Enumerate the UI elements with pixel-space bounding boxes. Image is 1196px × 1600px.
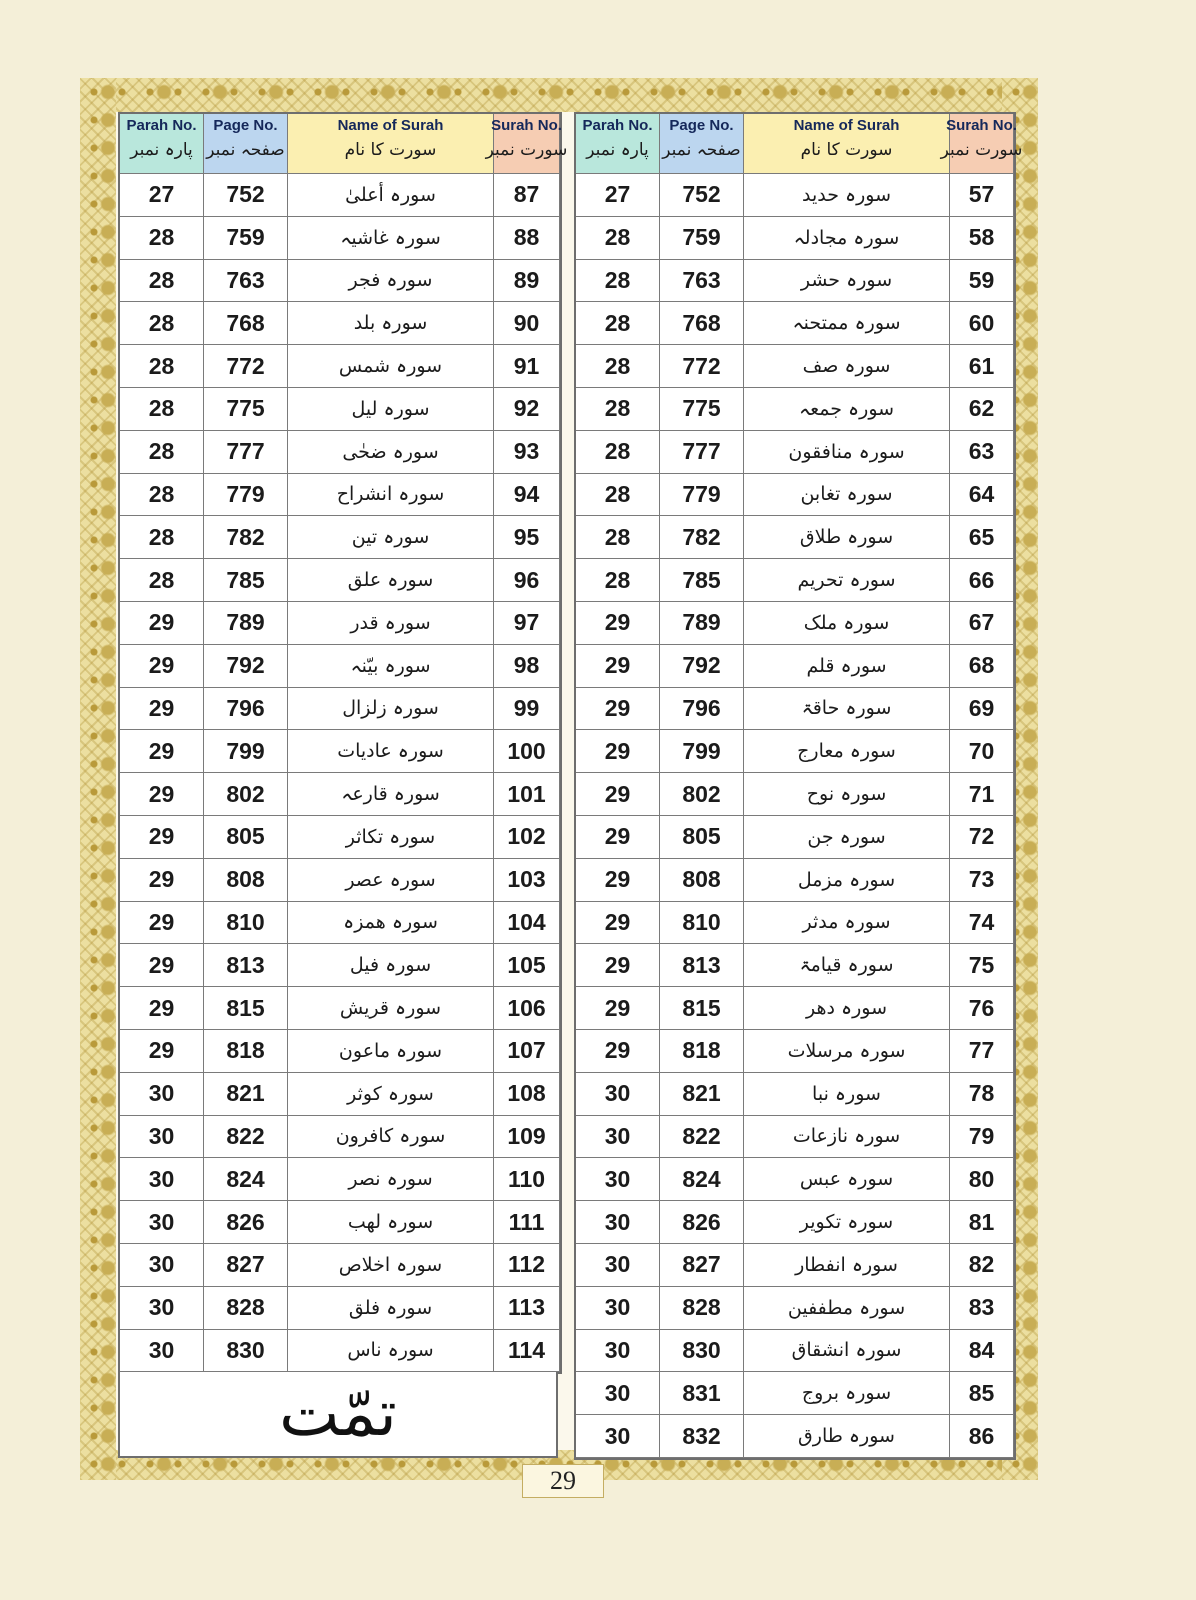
header-name-en: Name of Surah (793, 117, 900, 134)
header-surah-name (288, 114, 494, 174)
page-no-cell: 763 (204, 260, 288, 303)
page-no-cell: 808 (204, 859, 288, 902)
surah-name-cell: سورہ حاقۃ (744, 688, 950, 731)
surah-name-cell: سورہ نوح (744, 773, 950, 816)
header-surah-en: Surah No. (946, 117, 1017, 134)
page-no-cell: 826 (660, 1201, 744, 1244)
parah-no-cell: 29 (120, 688, 204, 731)
parah-no-cell: 29 (576, 816, 660, 859)
page-no-cell: 815 (204, 987, 288, 1030)
header-page-ur: صفحہ نمبر (662, 140, 741, 160)
page-no-cell: 813 (660, 944, 744, 987)
surah-no-cell: 108 (494, 1073, 560, 1116)
closing-word: تمّت (279, 1377, 397, 1451)
header-parah-ur: پارہ نمبر (586, 140, 649, 160)
surah-no-cell: 105 (494, 944, 560, 987)
parah-no-cell: 28 (576, 559, 660, 602)
page-no-cell: 832 (660, 1415, 744, 1458)
parah-no-cell: 28 (120, 217, 204, 260)
surah-no-cell: 86 (950, 1415, 1014, 1458)
surah-name-cell: سورہ عادیات (288, 730, 494, 773)
surah-name-cell: سورہ بروج (744, 1372, 950, 1415)
parah-no-cell: 27 (576, 174, 660, 217)
page-no-cell: 822 (204, 1116, 288, 1159)
page-no-cell: 821 (660, 1073, 744, 1116)
parah-no-cell: 29 (120, 1030, 204, 1073)
ornamental-border-top (80, 78, 1038, 112)
surah-no-cell: 61 (950, 345, 1014, 388)
page-no-cell: 799 (660, 730, 744, 773)
surah-name-cell: سورہ قدر (288, 602, 494, 645)
surah-no-cell: 113 (494, 1287, 560, 1330)
surah-name-cell: سورہ انشقاق (744, 1330, 950, 1373)
header-surah-ur: سورت نمبر (485, 140, 568, 160)
surah-no-cell: 64 (950, 474, 1014, 517)
page-no-cell: 775 (204, 388, 288, 431)
parah-no-cell: 29 (120, 902, 204, 945)
surah-name-cell: سورہ غاشیہ (288, 217, 494, 260)
page-no-cell: 759 (660, 217, 744, 260)
parah-no-cell: 29 (576, 859, 660, 902)
parah-no-cell: 29 (576, 1030, 660, 1073)
parah-no-cell: 28 (120, 302, 204, 345)
surah-no-cell: 69 (950, 688, 1014, 731)
parah-no-cell: 29 (120, 773, 204, 816)
parah-no-cell: 30 (576, 1330, 660, 1373)
parah-no-cell: 30 (576, 1116, 660, 1159)
surah-name-cell: سورہ جن (744, 816, 950, 859)
parah-no-cell: 29 (120, 944, 204, 987)
surah-no-cell: 90 (494, 302, 560, 345)
surah-no-cell: 89 (494, 260, 560, 303)
surah-no-cell: 68 (950, 645, 1014, 688)
page-no-cell: 830 (204, 1330, 288, 1373)
surah-name-cell: سورہ انشراح (288, 474, 494, 517)
surah-name-cell: سورہ مطففین (744, 1287, 950, 1330)
surah-index-table-left (118, 112, 568, 1374)
surah-name-cell: سورہ عبس (744, 1158, 950, 1201)
parah-no-cell: 28 (120, 474, 204, 517)
surah-name-cell: سورہ دھر (744, 987, 950, 1030)
page-no-cell: 785 (660, 559, 744, 602)
parah-no-cell: 29 (576, 987, 660, 1030)
parah-no-cell: 30 (576, 1244, 660, 1287)
surah-name-cell: سورہ عصر (288, 859, 494, 902)
parah-no-cell: 28 (120, 559, 204, 602)
surah-name-cell: سورہ منافقون (744, 431, 950, 474)
parah-no-cell: 29 (576, 688, 660, 731)
surah-no-cell: 75 (950, 944, 1014, 987)
page-no-cell: 815 (660, 987, 744, 1030)
surah-no-cell: 74 (950, 902, 1014, 945)
page-no-cell: 768 (204, 302, 288, 345)
page-no-cell: 772 (660, 345, 744, 388)
surah-no-cell: 112 (494, 1244, 560, 1287)
page-no-cell: 805 (204, 816, 288, 859)
surah-no-cell: 102 (494, 816, 560, 859)
surah-name-cell: سورہ تحریم (744, 559, 950, 602)
parah-no-cell: 30 (120, 1287, 204, 1330)
page-no-cell: 752 (204, 174, 288, 217)
surah-name-cell: سورہ جمعہ (744, 388, 950, 431)
page-number: 29 (522, 1464, 604, 1498)
surah-name-cell: سورہ طارق (744, 1415, 950, 1458)
surah-name-cell: سورہ تکاثر (288, 816, 494, 859)
header-page-en: Page No. (669, 117, 734, 134)
surah-name-cell: سورہ بیّنہ (288, 645, 494, 688)
surah-name-cell: سورہ کافرون (288, 1116, 494, 1159)
surah-no-cell: 77 (950, 1030, 1014, 1073)
page-no-cell: 796 (204, 688, 288, 731)
page-no-cell: 777 (660, 431, 744, 474)
surah-no-cell: 71 (950, 773, 1014, 816)
parah-no-cell: 28 (120, 516, 204, 559)
parah-no-cell: 28 (120, 260, 204, 303)
parah-no-cell: 30 (120, 1158, 204, 1201)
page-no-cell: 802 (660, 773, 744, 816)
parah-no-cell: 29 (120, 859, 204, 902)
surah-no-cell: 106 (494, 987, 560, 1030)
surah-name-cell: سورہ شمس (288, 345, 494, 388)
surah-name-cell: سورہ نبا (744, 1073, 950, 1116)
surah-name-cell: سورہ فجر (288, 260, 494, 303)
parah-no-cell: 28 (576, 345, 660, 388)
page-no-cell: 772 (204, 345, 288, 388)
surah-no-cell: 100 (494, 730, 560, 773)
surah-name-cell: سورہ قریش (288, 987, 494, 1030)
parah-no-cell: 28 (120, 388, 204, 431)
page-no-cell: 802 (204, 773, 288, 816)
parah-no-cell: 28 (576, 388, 660, 431)
header-page-no (660, 114, 744, 174)
surah-name-cell: سورہ تکویر (744, 1201, 950, 1244)
header-name-en: Name of Surah (337, 117, 444, 134)
header-parah-en: Parah No. (126, 117, 197, 134)
page-no-cell: 810 (660, 902, 744, 945)
parah-no-cell: 30 (576, 1158, 660, 1201)
page-no-cell: 792 (204, 645, 288, 688)
surah-no-cell: 107 (494, 1030, 560, 1073)
surah-name-cell: سورہ ناس (288, 1330, 494, 1373)
surah-no-cell: 109 (494, 1116, 560, 1159)
surah-no-cell: 81 (950, 1201, 1014, 1244)
surah-no-cell: 66 (950, 559, 1014, 602)
parah-no-cell: 27 (120, 174, 204, 217)
page-no-cell: 759 (204, 217, 288, 260)
surah-name-cell: سورہ حدید (744, 174, 950, 217)
parah-no-cell: 30 (576, 1073, 660, 1116)
page-no-cell: 782 (660, 516, 744, 559)
page-no-cell: 826 (204, 1201, 288, 1244)
page-no-cell: 789 (204, 602, 288, 645)
page-no-cell: 818 (204, 1030, 288, 1073)
surah-no-cell: 94 (494, 474, 560, 517)
page-no-cell: 796 (660, 688, 744, 731)
page-no-cell: 830 (660, 1330, 744, 1373)
parah-no-cell: 29 (576, 773, 660, 816)
surah-name-cell: سورہ طلاق (744, 516, 950, 559)
page-no-cell: 768 (660, 302, 744, 345)
page-no-cell: 824 (204, 1158, 288, 1201)
surah-name-cell: سورہ فیل (288, 944, 494, 987)
surah-name-cell: سورہ حشر (744, 260, 950, 303)
surah-no-cell: 87 (494, 174, 560, 217)
header-surah-name (744, 114, 950, 174)
parah-no-cell: 28 (120, 431, 204, 474)
parah-no-cell: 29 (120, 645, 204, 688)
surah-name-cell: سورہ اخلاص (288, 1244, 494, 1287)
parah-no-cell: 30 (576, 1372, 660, 1415)
surah-name-cell: سورہ مدثر (744, 902, 950, 945)
surah-no-cell: 97 (494, 602, 560, 645)
page-no-cell: 831 (660, 1372, 744, 1415)
page-no-cell: 827 (204, 1244, 288, 1287)
page-no-cell: 779 (660, 474, 744, 517)
surah-name-cell: سورہ قارعہ (288, 773, 494, 816)
page-no-cell: 827 (660, 1244, 744, 1287)
surah-no-cell: 85 (950, 1372, 1014, 1415)
surah-no-cell: 99 (494, 688, 560, 731)
header-surah-no (485, 114, 568, 174)
page-no-cell: 779 (204, 474, 288, 517)
surah-no-cell: 57 (950, 174, 1014, 217)
parah-no-cell: 28 (576, 217, 660, 260)
surah-no-cell: 80 (950, 1158, 1014, 1201)
surah-name-cell: سورہ تین (288, 516, 494, 559)
page-no-cell: 822 (660, 1116, 744, 1159)
surah-no-cell: 73 (950, 859, 1014, 902)
surah-no-cell: 92 (494, 388, 560, 431)
surah-no-cell: 110 (494, 1158, 560, 1201)
surah-name-cell: سورہ فلق (288, 1287, 494, 1330)
parah-no-cell: 30 (576, 1287, 660, 1330)
surah-no-cell: 70 (950, 730, 1014, 773)
parah-no-cell: 29 (120, 987, 204, 1030)
parah-no-cell: 30 (120, 1116, 204, 1159)
surah-no-cell: 98 (494, 645, 560, 688)
page-no-cell: 792 (660, 645, 744, 688)
header-parah-en: Parah No. (582, 117, 653, 134)
surah-name-cell: سورہ معارج (744, 730, 950, 773)
ornamental-border-left (80, 78, 116, 1480)
surah-name-cell: سورہ لیل (288, 388, 494, 431)
parah-no-cell: 30 (576, 1201, 660, 1244)
surah-name-cell: سورہ تغابن (744, 474, 950, 517)
surah-name-cell: سورہ بلد (288, 302, 494, 345)
surah-no-cell: 62 (950, 388, 1014, 431)
header-name-ur: سورت کا نام (800, 140, 893, 160)
parah-no-cell: 30 (120, 1073, 204, 1116)
surah-no-cell: 93 (494, 431, 560, 474)
header-page-ur: صفحہ نمبر (206, 140, 285, 160)
closing-calligraphy-box (118, 1372, 558, 1458)
header-parah-no (576, 114, 660, 174)
surah-name-cell: سورہ مزمل (744, 859, 950, 902)
parah-no-cell: 29 (576, 902, 660, 945)
parah-no-cell: 29 (576, 602, 660, 645)
surah-name-cell: سورہ ماعون (288, 1030, 494, 1073)
page-no-cell: 813 (204, 944, 288, 987)
surah-no-cell: 82 (950, 1244, 1014, 1287)
surah-no-cell: 72 (950, 816, 1014, 859)
surah-no-cell: 114 (494, 1330, 560, 1373)
page-no-cell: 808 (660, 859, 744, 902)
page-no-cell: 805 (660, 816, 744, 859)
surah-no-cell: 91 (494, 345, 560, 388)
surah-no-cell: 63 (950, 431, 1014, 474)
parah-no-cell: 28 (576, 516, 660, 559)
page-no-cell: 828 (204, 1287, 288, 1330)
header-surah-no (940, 114, 1023, 174)
page-no-cell: 785 (204, 559, 288, 602)
header-parah-no (120, 114, 204, 174)
surah-name-cell: سورہ قلم (744, 645, 950, 688)
parah-no-cell: 29 (120, 730, 204, 773)
surah-no-cell: 76 (950, 987, 1014, 1030)
parah-no-cell: 30 (576, 1415, 660, 1458)
surah-name-cell: سورہ ھمزہ (288, 902, 494, 945)
parah-no-cell: 29 (576, 730, 660, 773)
header-page-en: Page No. (213, 117, 278, 134)
surah-no-cell: 59 (950, 260, 1014, 303)
page-no-cell: 799 (204, 730, 288, 773)
surah-no-cell: 95 (494, 516, 560, 559)
surah-no-cell: 83 (950, 1287, 1014, 1330)
surah-name-cell: سورہ علق (288, 559, 494, 602)
surah-name-cell: سورہ نصر (288, 1158, 494, 1201)
surah-no-cell: 104 (494, 902, 560, 945)
header-name-ur: سورت کا نام (344, 140, 437, 160)
header-parah-ur: پارہ نمبر (130, 140, 193, 160)
surah-name-cell: سورہ مرسلات (744, 1030, 950, 1073)
surah-no-cell: 79 (950, 1116, 1014, 1159)
surah-no-cell: 65 (950, 516, 1014, 559)
header-surah-en: Surah No. (491, 117, 562, 134)
surah-name-cell: سورہ زلزال (288, 688, 494, 731)
surah-name-cell: سورہ مجادلہ (744, 217, 950, 260)
surah-no-cell: 103 (494, 859, 560, 902)
parah-no-cell: 28 (120, 345, 204, 388)
page-no-cell: 775 (660, 388, 744, 431)
page-no-cell: 818 (660, 1030, 744, 1073)
surah-no-cell: 84 (950, 1330, 1014, 1373)
page-no-cell: 752 (660, 174, 744, 217)
page-no-cell: 763 (660, 260, 744, 303)
surah-no-cell: 60 (950, 302, 1014, 345)
surah-name-cell: سورہ أعلیٰ (288, 174, 494, 217)
parah-no-cell: 30 (120, 1201, 204, 1244)
surah-name-cell: سورہ قیامۃ (744, 944, 950, 987)
parah-no-cell: 29 (576, 944, 660, 987)
surah-name-cell: سورہ نازعات (744, 1116, 950, 1159)
surah-name-cell: سورہ ضحٰی (288, 431, 494, 474)
surah-no-cell: 101 (494, 773, 560, 816)
parah-no-cell: 30 (120, 1330, 204, 1373)
surah-no-cell: 67 (950, 602, 1014, 645)
parah-no-cell: 28 (576, 260, 660, 303)
page-no-cell: 777 (204, 431, 288, 474)
parah-no-cell: 28 (576, 474, 660, 517)
header-surah-ur: سورت نمبر (940, 140, 1023, 160)
page-no-cell: 789 (660, 602, 744, 645)
surah-no-cell: 96 (494, 559, 560, 602)
surah-name-cell: سورہ ملک (744, 602, 950, 645)
surah-name-cell: سورہ کوثر (288, 1073, 494, 1116)
surah-index-table-right (574, 112, 1023, 1460)
surah-no-cell: 111 (494, 1201, 560, 1244)
surah-name-cell: سورہ انفطار (744, 1244, 950, 1287)
page-no-cell: 828 (660, 1287, 744, 1330)
surah-name-cell: سورہ صف (744, 345, 950, 388)
parah-no-cell: 29 (576, 645, 660, 688)
parah-no-cell: 28 (576, 302, 660, 345)
header-page-no (204, 114, 288, 174)
page-no-cell: 782 (204, 516, 288, 559)
parah-no-cell: 28 (576, 431, 660, 474)
page-no-cell: 824 (660, 1158, 744, 1201)
page-no-cell: 810 (204, 902, 288, 945)
surah-name-cell: سورہ ممتحنہ (744, 302, 950, 345)
parah-no-cell: 30 (120, 1244, 204, 1287)
parah-no-cell: 29 (120, 602, 204, 645)
surah-no-cell: 58 (950, 217, 1014, 260)
surah-name-cell: سورہ لھب (288, 1201, 494, 1244)
surah-no-cell: 88 (494, 217, 560, 260)
surah-no-cell: 78 (950, 1073, 1014, 1116)
page-no-cell: 821 (204, 1073, 288, 1116)
parah-no-cell: 29 (120, 816, 204, 859)
